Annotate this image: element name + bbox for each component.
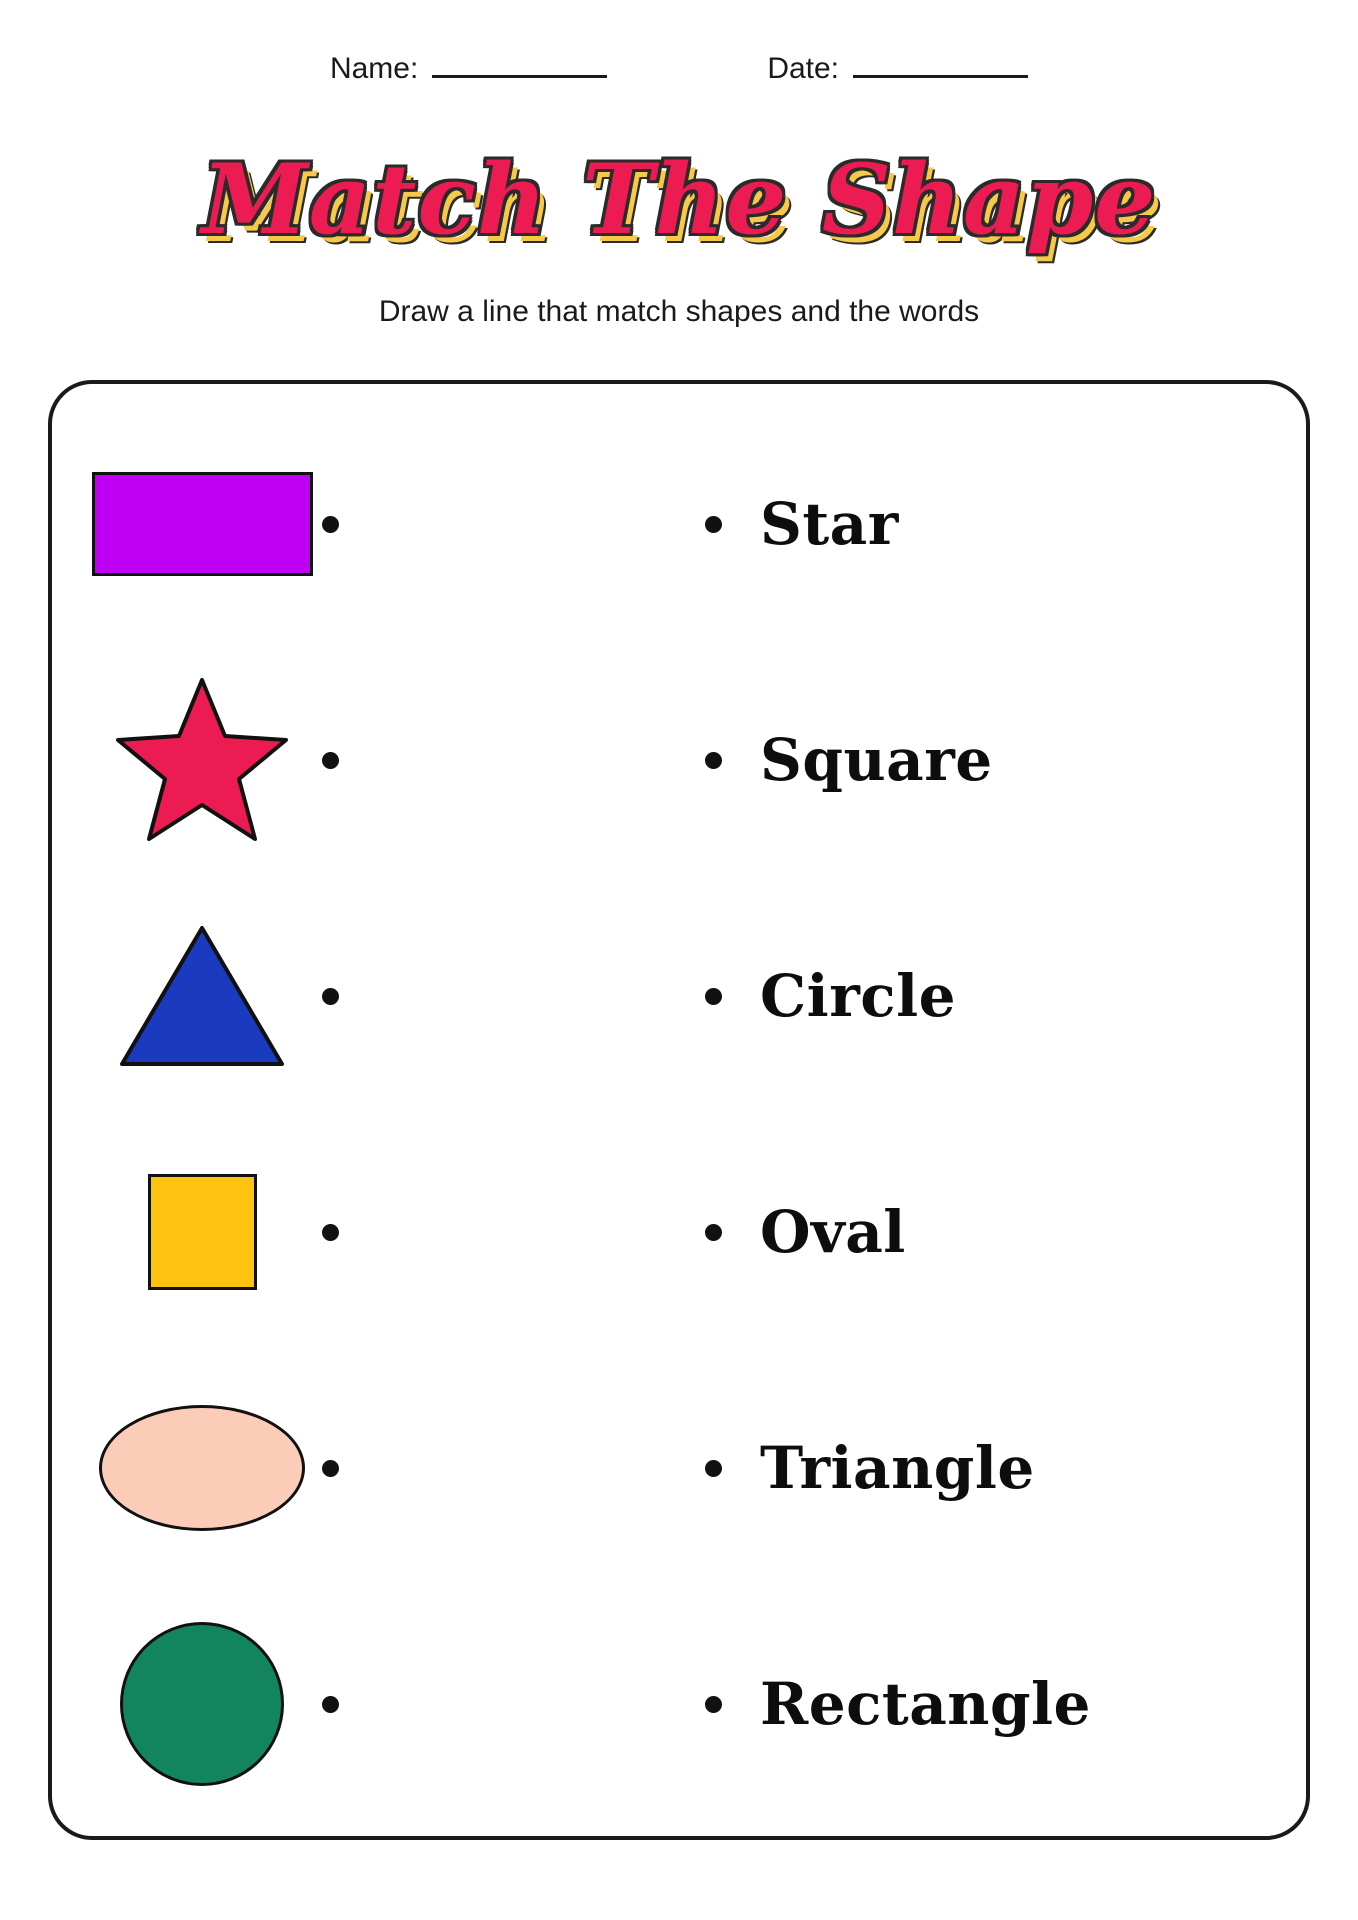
shape-word-label: Triangle <box>760 1434 1035 1502</box>
matching-rows <box>52 384 1306 1836</box>
word-connector-dot-cell[interactable] <box>452 752 722 769</box>
date-input-line[interactable] <box>853 53 1028 78</box>
connector-dot-left[interactable] <box>322 516 339 533</box>
word-cell <box>722 1198 1306 1266</box>
worksheet-title: Match The Shape <box>201 143 1157 256</box>
table-row <box>52 642 1306 878</box>
connector-dot-right[interactable] <box>705 516 722 533</box>
shape-word-label: Square <box>760 726 993 794</box>
shape-connector-dot-cell[interactable] <box>322 1460 452 1477</box>
word-cell <box>722 1670 1306 1738</box>
word-cell <box>722 1434 1306 1502</box>
connector-dot-right[interactable] <box>705 988 722 1005</box>
circle-shape-icon <box>120 1622 284 1786</box>
shape-connector-dot-cell[interactable] <box>322 988 452 1005</box>
shape-connector-dot-cell[interactable] <box>322 1224 452 1241</box>
star-shape-icon <box>112 674 292 846</box>
shape-word-label: Oval <box>760 1198 906 1266</box>
triangle-shape <box>52 878 322 1114</box>
connector-dot-left[interactable] <box>322 752 339 769</box>
circle-shape <box>52 1586 322 1822</box>
word-cell <box>722 962 1306 1030</box>
shape-connector-dot-cell[interactable] <box>322 516 452 533</box>
name-label: Name: <box>329 52 419 85</box>
oval-shape-icon <box>99 1405 305 1531</box>
worksheet-title-wrap <box>0 143 1358 256</box>
word-connector-dot-cell[interactable] <box>452 1460 722 1477</box>
word-cell <box>722 726 1306 794</box>
oval-shape <box>52 1350 322 1586</box>
connector-dot-left[interactable] <box>322 1696 339 1713</box>
connector-dot-left[interactable] <box>322 1460 339 1477</box>
shape-word-label: Circle <box>760 962 957 1030</box>
name-date-row <box>0 52 1358 86</box>
shape-connector-dot-cell[interactable] <box>322 1696 452 1713</box>
square-shape-icon <box>148 1174 257 1290</box>
rectangle-shape <box>52 406 322 642</box>
date-label: Date: <box>767 52 840 85</box>
word-cell <box>722 490 1306 558</box>
table-row <box>52 1586 1306 1822</box>
connector-dot-left[interactable] <box>322 1224 339 1241</box>
word-connector-dot-cell[interactable] <box>452 1696 722 1713</box>
table-row <box>52 1114 1306 1350</box>
worksheet-instructions: Draw a line that match shapes and the words <box>378 295 980 328</box>
shape-connector-dot-cell[interactable] <box>322 752 452 769</box>
connector-dot-right[interactable] <box>705 1460 722 1477</box>
star-shape <box>52 642 322 878</box>
name-input-line[interactable] <box>432 53 607 78</box>
connector-dot-right[interactable] <box>705 1696 722 1713</box>
table-row <box>52 1350 1306 1586</box>
connector-dot-right[interactable] <box>705 1224 722 1241</box>
word-connector-dot-cell[interactable] <box>452 516 722 533</box>
connector-dot-right[interactable] <box>705 752 722 769</box>
name-field <box>330 52 607 86</box>
connector-dot-left[interactable] <box>322 988 339 1005</box>
shape-word-label: Rectangle <box>760 1670 1091 1738</box>
rectangle-shape-icon <box>92 472 313 576</box>
word-connector-dot-cell[interactable] <box>452 1224 722 1241</box>
matching-panel <box>48 380 1310 1840</box>
shape-word-label: Star <box>760 490 899 558</box>
table-row <box>52 406 1306 642</box>
triangle-shape-icon <box>117 923 287 1069</box>
date-field <box>767 52 1028 86</box>
table-row <box>52 878 1306 1114</box>
square-shape <box>52 1114 322 1350</box>
word-connector-dot-cell[interactable] <box>452 988 722 1005</box>
